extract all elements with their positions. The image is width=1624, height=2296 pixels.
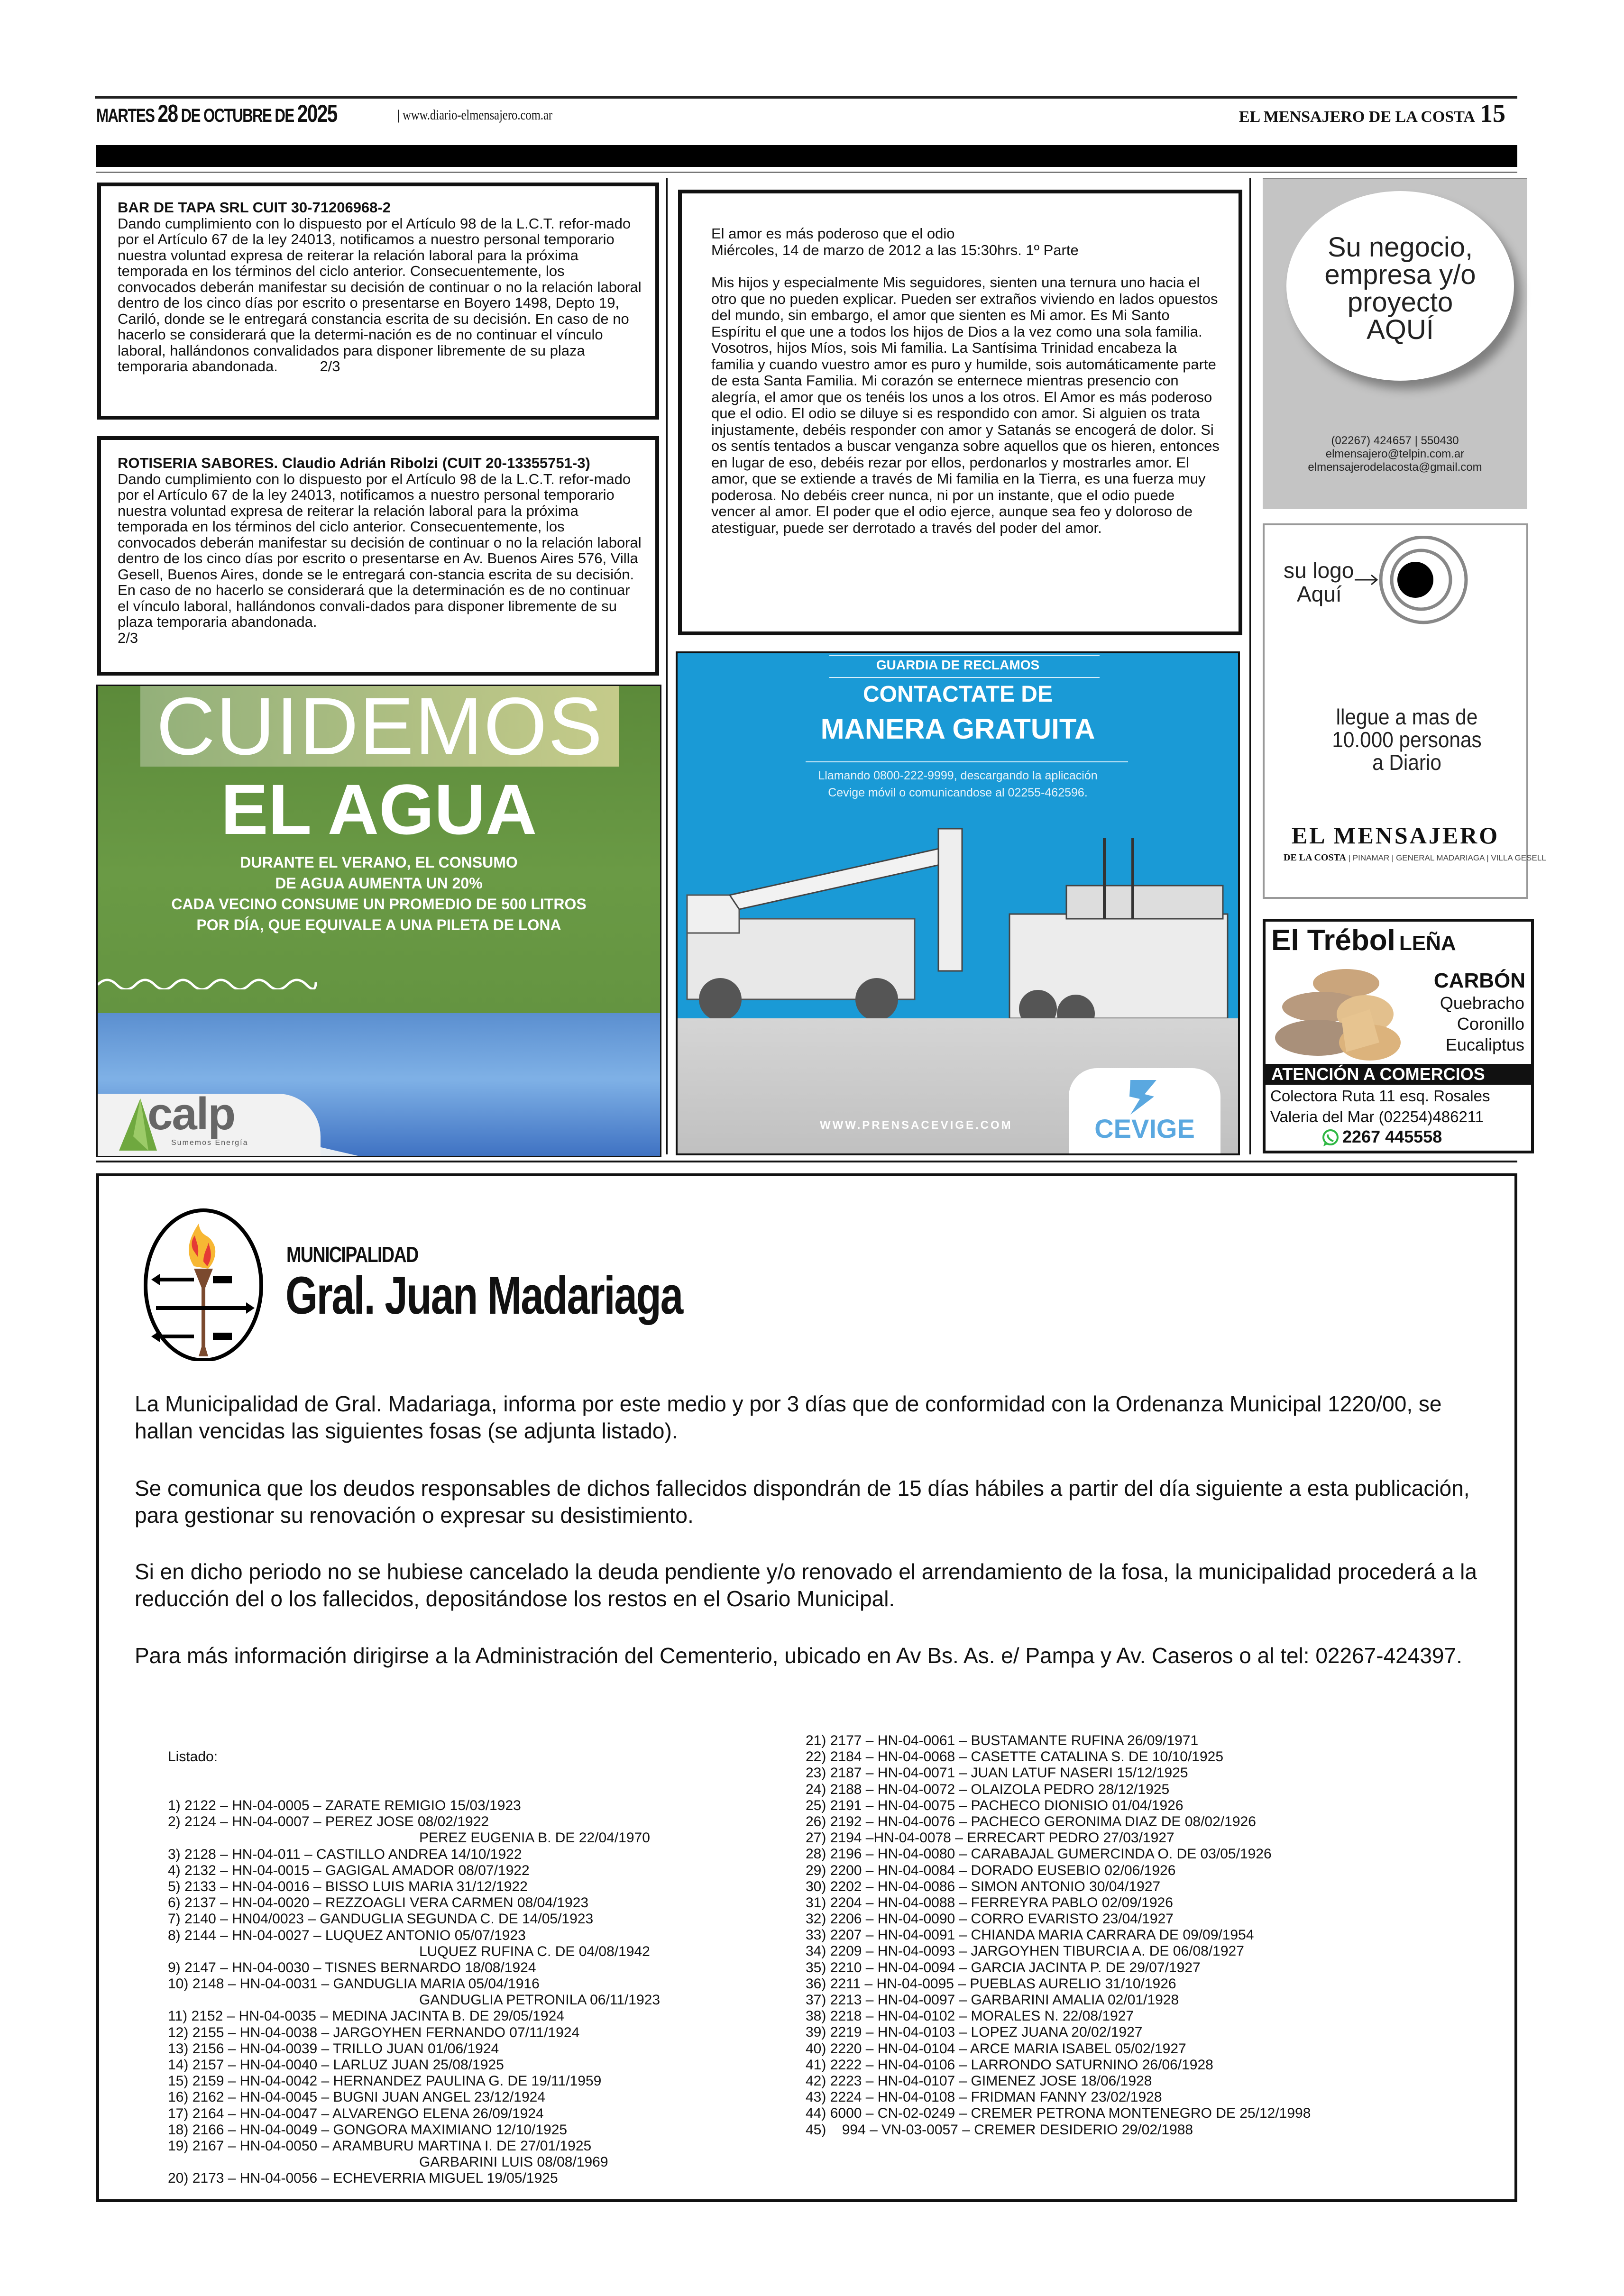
ad-phone: (02267) 424657 | 550430	[1331, 434, 1459, 447]
list-item: 28) 2196 – HN-04-0080 – CARABAJAL GUMERCINDA O. DE 03/05/1926	[806, 1846, 1272, 1862]
list-item: 18) 2166 – HN-04-0049 – GONGORA MAXIMIANO 12/10/1925	[168, 2122, 568, 2138]
ad-text	[1284, 558, 1354, 606]
list-item: 31) 2204 – HN-04-0088 – FERREYRA PABLO 02/09/1926	[806, 1894, 1173, 1911]
list-item: 40) 2220 – HN-04-0104 – ARCE MARIA ISABEL 05/02/1927	[806, 2040, 1186, 2057]
list-item: 20) 2173 – HN-04-0056 – ECHEVERRIA MIGUEL 19/05/1925	[168, 2170, 558, 2186]
notice-title: BAR DE TAPA SRL CUIT 30-71206968-2	[118, 199, 391, 216]
list-item: 38) 2218 – HN-04-0102 – MORALES N. 22/08/1927	[806, 2008, 1134, 2024]
list-item: 21) 2177 – HN-04-0061 – BUSTAMANTE RUFINA 26/09/1971	[806, 1733, 1199, 1748]
divider	[806, 761, 1128, 762]
legal-notice	[97, 436, 659, 676]
ad-body-line: CADA VECINO CONSUME UN PROMEDIO DE 500 LITROS	[171, 896, 587, 913]
ad-reach-text	[1320, 705, 1494, 774]
list-item: PEREZ EUGENIA B. DE 22/04/1970	[419, 1830, 650, 1846]
brand-subline	[1284, 852, 1546, 863]
list-item: 4) 2132 – HN-04-0015 – GAGIGAL AMADOR 08/07/1922	[168, 1862, 530, 1878]
message-body: Mis hijos y especialmente Mis seguidores, sienten una ternura uno hacia el otro que no pueden explicar. Pueden ser extraños viviendo en lados opuestos del mundo, sin embargo, el amor que sienten es Mi amor. Es Mi Santo Espíritu el que une a todos los hijos de Dios a la vez como una sola familia. Vosotros, hijos Míos, sois Mi familia. La Santísima Trinidad encabeza la familia y cuando vuestro amor es puro y humilde, sois automáticamente parte de esta Santa Familia. Mi corazón se enternece mientras presencio con alegría, el amor que os tenéis los unos a los otros. El Amor es más poderoso que el odio. El odio se diluye si es respondido con amor. Si alguien os trata injustamente, debéis responder con amor y Satanás se encogerá de dolor. Si os sentís tentados a buscar venganza sobre aquellos que os hieren, entonces en lugar de eso, debéis rezar por ellos, perdonarlos y mostrarles amor. El amor, que se extiende a través de Mi familia en la Tierra, es una fuerza muy poderosa. No debéis creer nunca, ni por un instante, que el odio puede vencer al amor. El poder que el odio ejerce, aunque sea feo y doloroso de atestiguar, puede ser derrotado a través del poder del amor.	[711, 274, 1220, 536]
ad-headline: MANERA GRATUITA	[820, 713, 1095, 745]
brand-logo: EL MENSAJERO	[1291, 822, 1500, 849]
notice-body: Dando cumplimiento con lo dispuesto por el Artículo 98 de la L.C.T. refor-mado por el Artículo 67 de la ley 24013, notificamos a nuestro personal temporario nuestra voluntad expresa de reiterar la relación laboral para la próxima temporada en los términos del ciclo anterior. Consecuentemente, los convocados deberán manifestar su decisión de continuar o no la relación laboral dentro de los cinco días por escrito o presentarse en Boyero 1498, Depto 19, Cariló, donde se le entregará constancia escrita de su decisión. En caso de no hacerlo se considerará que la determi-nación es de no continuar el vínculo laboral, hallándonos convalidados para disponer libremente de su plaza temporaria abandonada.	[118, 215, 642, 375]
notice-body: Dando cumplimiento con lo dispuesto por el Artículo 98 de la L.C.T. refor-mado por el Artículo 67 de la ley 24013, notificamos a nuestro personal temporario nuestra voluntad expresa de reiterar la relación laboral para la próxima temporada en los términos del ciclo anterior. Consecuentemente, los convocados deberán manifestar su decisión de continuar o no la relación laboral dentro de los cinco días por escrito o presentarse en Av. Buenos Aires 576, Villa Gesell, Buenos Aires, donde se le entregará con-stancia escrita de su decisión. En caso de no hacerlo se considerará que la determinación es de no continuar el vínculo laboral, hallándonos convali-dados para disponer libremente de su plaza temporaria abandonada.	[118, 470, 642, 630]
ad-title	[1271, 922, 1456, 962]
ad-website: WWW.PRENSACEVIGE.COM	[820, 1119, 1013, 1132]
notice-text	[118, 200, 643, 375]
list-item: 30) 2202 – HN-04-0086 – SIMON ANTONIO 30/04/1927	[806, 1878, 1161, 1894]
address-line: Valeria del Mar (02254)486211	[1270, 1108, 1484, 1125]
column-divider	[1249, 178, 1251, 1154]
list-item: 9) 2147 – HN-04-0030 – TISNES BERNARDO 18/08/1924	[168, 1959, 536, 1976]
list-item: 14) 2157 – HN-04-0040 – LARLUZ JUAN 25/08/1925	[168, 2057, 504, 2073]
list-item: 19) 2167 – HN-04-0050 – ARAMBURU MARTINA I. DE 27/01/1925	[168, 2138, 592, 2154]
section-divider	[96, 1161, 1517, 1162]
address-line: Colectora Ruta 11 esq. Rosales	[1270, 1087, 1490, 1105]
cevige-logo-word: CEVIGE	[1094, 1114, 1195, 1143]
ad-text-line: 10.000 personas	[1332, 727, 1482, 752]
list-item: 26) 2192 – HN-04-0076 – PACHECO GERONIMA DIAZ DE 08/02/1926	[806, 1813, 1256, 1829]
header-bar	[96, 145, 1517, 167]
date-month: DE OCTUBRE DE	[181, 105, 294, 126]
list-item: 2) 2124 – HN-04-0007 – PEREZ JOSE 08/02/1922	[168, 1814, 489, 1830]
ad-headline-line: proyecto	[1347, 287, 1453, 318]
calp-tagline: Sumemos Energía	[171, 1139, 248, 1147]
website-text: www.diario-elmensajero.com.ar	[403, 107, 553, 123]
ad-banner: ATENCIÓN A COMERCIOS	[1266, 1064, 1531, 1085]
message-date: Miércoles, 14 de marzo de 2012 a las 15:30hrs. 1º Parte	[711, 241, 1079, 258]
ad-text-line: Aquí	[1297, 582, 1342, 606]
ad-body-line: DURANTE EL VERANO, EL CONSUMO	[240, 854, 518, 871]
org-line-1: MUNICIPALIDAD	[286, 1242, 418, 1267]
ad-headline: CONTACTATE DE	[863, 682, 1053, 707]
date-number: 28	[157, 100, 178, 128]
list-item: 8) 2144 – HN-04-0027 – LUQUEZ ANTONIO 05/07/1923	[168, 1927, 526, 1943]
list-item: 11) 2152 – HN-04-0035 – MEDINA JACINTA B. DE 29/05/1924	[168, 2008, 564, 2024]
list-item: 6) 2137 – HN-04-0020 – REZZOAGLI VERA CARMEN 08/04/1923	[168, 1895, 589, 1911]
list-item: 33) 2207 – HN-04-0091 – CHIANDA MARIA CARRARA DE 09/09/1954	[806, 1927, 1254, 1943]
date-year: 2025	[297, 100, 337, 128]
list-item: 32) 2206 – HN-04-0090 – CORRO EVARISTO 23/04/1927	[806, 1911, 1174, 1927]
municipal-notice	[96, 1173, 1517, 2202]
cevige-logo-icon	[1126, 1078, 1159, 1116]
column-divider	[666, 178, 668, 1154]
calp-logo-word: calp	[147, 1089, 235, 1139]
notice-issue: 2/3	[320, 358, 340, 375]
list-item: 3) 2128 – HN-04-011 – CASTILLO ANDREA 14/10/1922	[168, 1846, 522, 1862]
ad-body-line: POR DÍA, QUE EQUIVALE A UNA PILETA DE LONA	[196, 916, 561, 933]
list-item: 10) 2148 – HN-04-0031 – GANDUGLIA MARIA 05/04/1916	[168, 1976, 540, 1992]
wood-type: Coronillo	[1457, 1014, 1524, 1034]
target-icon	[1355, 536, 1516, 635]
list-item: 34) 2209 – HN-04-0093 – JARGOYHEN TIBURCIA A. DE 06/08/1927	[806, 1943, 1244, 1959]
list-item: 45) 994 – VN-03-0057 – CREMER DESIDERIO 29/02/1988	[806, 2122, 1193, 2138]
graves-list-right	[806, 1733, 1311, 2138]
list-item: 16) 2162 – HN-04-0045 – BUGNI JUAN ANGEL 23/12/1924	[168, 2089, 545, 2105]
ad-body	[98, 852, 660, 935]
wave-icon	[98, 975, 321, 989]
list-item: GARBARINI LUIS 08/08/1969	[419, 2154, 608, 2170]
brand-sub-bold: DE LA COSTA	[1284, 852, 1346, 863]
list-item: 35) 2210 – HN-04-0094 – GARCIA JACINTA P. DE 29/07/1927	[806, 1959, 1201, 1976]
list-item: 27) 2194 –HN-04-0078 – ERRECART PEDRO 27/03/1927	[806, 1830, 1174, 1846]
calp-water-ad	[96, 685, 661, 1157]
firewood-image	[1275, 962, 1403, 1066]
list-item: 12) 2155 – HN-04-0038 – JARGOYHEN FERNANDO 07/11/1924	[168, 2024, 580, 2040]
org-line-2: Gral. Juan Madariaga	[285, 1266, 682, 1325]
ad-email[interactable]: elmensajerodelacosta@gmail.com	[1308, 461, 1482, 474]
ad-text-line: llegue a mas de	[1336, 704, 1478, 729]
date-day: MARTES	[96, 105, 155, 126]
list-item: 37) 2213 – HN-04-0097 – GARBARINI AMALIA 02/01/1928	[806, 1992, 1179, 2008]
ad-headline: EL AGUA	[220, 769, 537, 849]
notice-paragraph: Se comunica que los deudos responsables de dichos fallecidos dispondrán de 15 días hábiles a partir del día siguiente a esta publicación, para gestionar su renovación o expresar su desistimiento.	[135, 1476, 1470, 1528]
ad-headline-line: empresa y/o	[1324, 259, 1476, 290]
list-item: 44) 6000 – CN-02-0249 – CREMER PETRONA MONTENEGRO DE 25/12/1998	[806, 2105, 1311, 2122]
advertise-here-ad	[1263, 178, 1527, 509]
ad-text-line: su logo	[1284, 558, 1354, 583]
list-item: 36) 2211 – HN-04-0095 – PUEBLAS AURELIO 31/10/1926	[806, 1976, 1176, 1992]
list-item: 15) 2159 – HN-04-0042 – HERNANDEZ PAULINA G. DE 19/11/1959	[168, 2073, 602, 2089]
website-link[interactable]	[397, 107, 552, 123]
ad-headline-line: AQUÍ	[1367, 314, 1434, 345]
notice-issue: 2/3	[118, 629, 138, 646]
ad-body-line: DE AGUA AUMENTA UN 20%	[275, 875, 483, 892]
list-item: 43) 2224 – HN-04-0108 – FRIDMAN FANNY 23/02/1928	[806, 2089, 1162, 2105]
list-item: 5) 2133 – HN-04-0016 – BISSO LUIS MARIA 31/12/1922	[168, 1878, 528, 1894]
ad-headline	[1286, 234, 1514, 344]
issue-date	[96, 95, 337, 133]
list-item: 1) 2122 – HN-04-0005 – ZARATE REMIGIO 15/03/1923	[168, 1798, 521, 1813]
list-item: GANDUGLIA PETRONILA 06/11/1923	[419, 1992, 661, 2008]
ad-text-line: a Diario	[1372, 750, 1441, 775]
notice-text	[118, 455, 643, 646]
list-item: 13) 2156 – HN-04-0039 – TRILLO JUAN 01/06/1924	[168, 2040, 499, 2057]
notice-paragraph: Si en dicho periodo no se hubiese cancelado la deuda pendiente y/o renovado el arrendamiento de la fosa, la municipalidad procederá a la reducción del o los fallecidos, depositándose los restos en el Osario Municipal.	[135, 1559, 1477, 1611]
notice-paragraph: La Municipalidad de Gral. Madariaga, informa por este medio y por 3 días que de conformidad con la Ordenanza Municipal 1220/00, se hallan vencidas las siguientes fosas (se adjunta listado).	[135, 1391, 1442, 1443]
notice-paragraph: Para más información dirigirse a la Administración del Cementerio, ubicado en Av Bs. As. e/ Pampa y Av. Caseros o al tel: 02267-424397.	[135, 1643, 1462, 1668]
list-item: 39) 2219 – HN-04-0103 – LOPEZ JUANA 20/02/1927	[806, 2024, 1143, 2040]
graves-list-left	[168, 1717, 660, 2187]
list-item: 41) 2222 – HN-04-0106 – LARRONDO SATURNINO 26/06/1928	[806, 2057, 1213, 2073]
paper-name: EL MENSAJERO DE LA COSTA	[1239, 108, 1475, 126]
ad-headline: CUIDEMOS	[156, 685, 604, 772]
masthead	[1233, 99, 1505, 128]
logo-here-ad	[1263, 523, 1546, 899]
list-item: 7) 2140 – HN04/0023 – GANDUGLIA SEGUNDA C. DE 14/05/1923	[168, 1911, 594, 1927]
list-item: 17) 2164 – HN-04-0047 – ALVARENGO ELENA 26/09/1924	[168, 2105, 544, 2122]
legal-notice	[97, 183, 659, 420]
brand-towns: | PINAMAR | GENERAL MADARIAGA | VILLA GESELL	[1348, 853, 1546, 862]
header-rule	[96, 172, 1517, 173]
business-name: El Trébol	[1271, 924, 1395, 957]
ad-headline-line: Su negocio,	[1327, 232, 1473, 263]
wood-type: Quebracho	[1440, 993, 1524, 1013]
whatsapp-contact[interactable]	[1321, 1126, 1442, 1147]
ad-subtext-line: Llamando 0800-222-9999, descargando la aplicación	[818, 769, 1098, 782]
list-item: 23) 2187 – HN-04-0071 – JUAN LATUF NASERI 15/12/1925	[806, 1765, 1188, 1781]
message-box	[678, 190, 1242, 635]
message-title: El amor es más poderoso que el odio	[711, 225, 955, 242]
wood-type: Eucaliptus	[1445, 1035, 1524, 1054]
page-number: 15	[1480, 99, 1505, 128]
list-item: 22) 2184 – HN-04-0068 – CASETTE CATALINA S. DE 10/10/1925	[806, 1749, 1224, 1765]
list-item: 29) 2200 – HN-04-0084 – DORADO EUSEBIO 02/06/1926	[806, 1862, 1176, 1878]
list-item: LUQUEZ RUFINA C. DE 04/08/1942	[419, 1943, 650, 1959]
separator: |	[397, 107, 400, 123]
ad-subtext	[678, 767, 1238, 801]
ad-contact	[1263, 434, 1527, 474]
municipal-seal-logo	[137, 1205, 279, 1361]
notice-title: ROTISERIA SABORES. Claudio Adrián Ribolzi (CUIT 20-13355751-3)	[118, 455, 590, 471]
ad-kicker: GUARDIA DE RECLAMOS	[876, 658, 1040, 672]
trucks-photo	[678, 810, 1240, 1018]
ad-subtext-line: Cevige móvil o comunicandose al 02255-462596.	[828, 786, 1088, 799]
list-item: 24) 2188 – HN-04-0072 – OLAIZOLA PEDRO 28/12/1925	[806, 1781, 1170, 1797]
list-item: 25) 2191 – HN-04-0075 – PACHECO DIONISIO 01/04/1926	[806, 1797, 1184, 1813]
el-trebol-ad	[1263, 919, 1534, 1153]
product-label: LEÑA	[1399, 932, 1456, 955]
list-label: Listado:	[168, 1749, 218, 1765]
wood-types	[1440, 993, 1524, 1055]
cevige-ad	[676, 651, 1240, 1155]
message-text	[711, 226, 1220, 536]
whatsapp-icon	[1321, 1129, 1340, 1147]
product-label: CARBÓN	[1433, 969, 1525, 992]
list-item: 42) 2223 – HN-04-0107 – GIMENEZ JOSE 18/06/1928	[806, 2073, 1152, 2089]
whatsapp-number: 2267 445558	[1342, 1127, 1442, 1146]
ad-address	[1270, 1086, 1490, 1127]
ad-email[interactable]: elmensajero@telpin.com.ar	[1325, 448, 1465, 460]
